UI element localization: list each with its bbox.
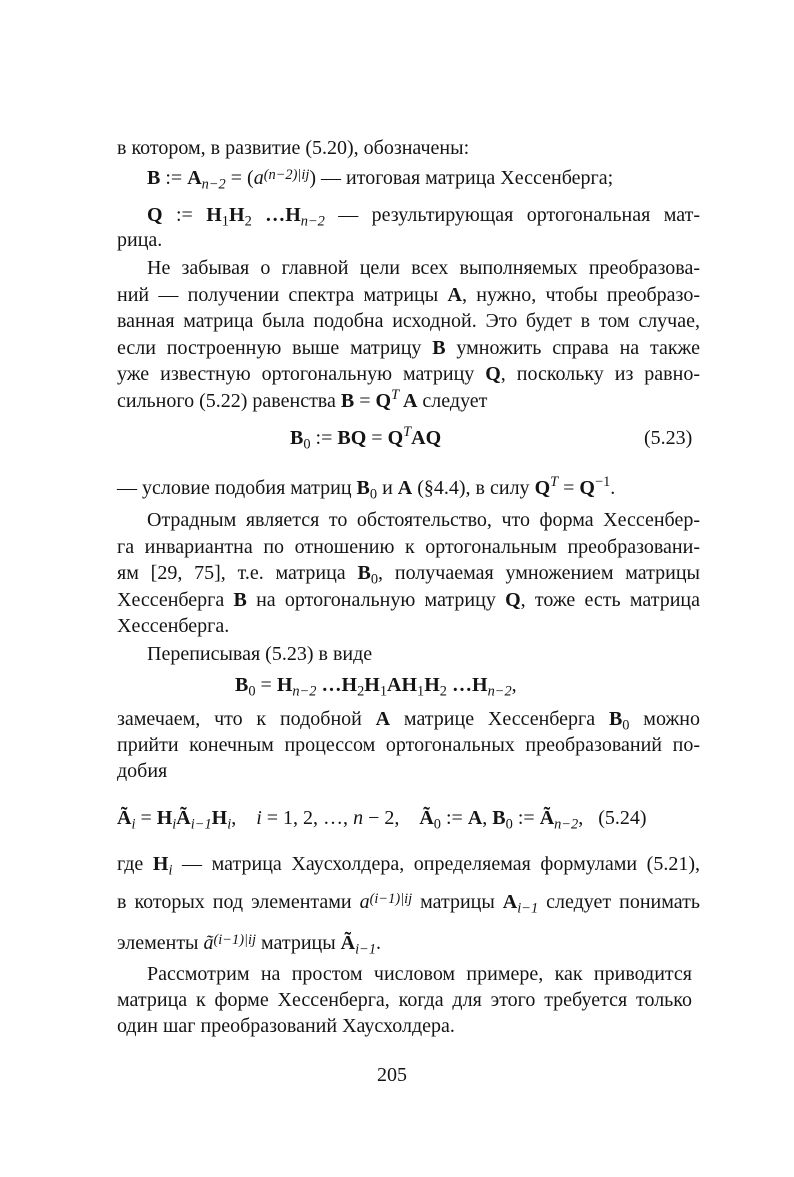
text-segment: ний — получении спектра матрицы [117, 284, 448, 306]
text-segment: прийти конечным процессом ортогональных преобразований по- [117, 734, 700, 756]
text-line [117, 535, 700, 559]
text-segment: n [353, 807, 364, 829]
text-segment: n−2 [300, 213, 325, 230]
text-segment: Ã [340, 932, 356, 954]
text-segment: A [399, 390, 418, 412]
text-line [117, 988, 692, 1012]
text-segment: := [162, 204, 207, 226]
text-segment: Ã [176, 807, 191, 829]
text-segment: B [356, 477, 370, 499]
text-segment: ) [309, 167, 317, 189]
equation-number [644, 426, 692, 450]
text-segment: и [377, 477, 398, 499]
text-segment: = 1, 2, …, [261, 807, 354, 829]
text-segment: 0 [248, 683, 256, 700]
text-segment: i [172, 816, 177, 833]
text-segment: Не забывая о главной цели всех выполняемых преобразова- [147, 257, 700, 279]
text-line [117, 588, 700, 612]
text-segment: … [447, 674, 472, 696]
text-segment: i [131, 816, 136, 833]
text-segment: 2 [357, 683, 365, 700]
text-segment: := [160, 167, 188, 189]
text-segment: 0 [369, 486, 378, 503]
text-segment: i−1 [355, 941, 377, 958]
text-segment: i [256, 807, 262, 829]
matrix-element-index: (i−1)|ij [213, 931, 256, 948]
text-segment: 0 [370, 571, 379, 588]
text-line [147, 166, 614, 193]
text-segment: AQ [411, 427, 442, 449]
text-segment: матрице Хессенберга [390, 708, 609, 730]
text-segment: ванная матрица была подобна исходной. Это будет в том случае, [117, 310, 700, 332]
text-line [117, 806, 647, 833]
text-segment: ям [29, 75], т.е. матрица [117, 562, 358, 584]
matrix-element-index: (i−1)|ij [369, 890, 413, 907]
text-line [117, 852, 700, 879]
text-segment: матрицы [412, 891, 503, 913]
text-line [117, 283, 700, 307]
text-segment: B [432, 337, 446, 359]
text-line [147, 508, 700, 532]
text-segment: i [227, 816, 232, 833]
text-segment: H [211, 807, 228, 829]
text-segment: , получаемая умножением матрицы [378, 562, 700, 584]
text-segment: n−2 [554, 816, 579, 833]
text-segment: Переписывая (5.23) в виде [147, 643, 373, 665]
text-segment: a [359, 891, 370, 913]
text-segment: Q [387, 427, 404, 449]
text-segment: (5.23) [644, 427, 693, 449]
text-segment: i−1 [190, 816, 212, 833]
text-segment: H [472, 674, 488, 696]
text-line [147, 203, 701, 230]
text-segment: = [225, 167, 248, 189]
text-segment: … [316, 674, 342, 696]
text-segment: n−2 [487, 683, 512, 700]
text-line [117, 336, 700, 360]
text-segment: умножить справа на также [445, 337, 700, 359]
text-segment: 1 [379, 683, 388, 700]
text-segment: T [550, 474, 559, 491]
text-segment: добия [117, 760, 168, 782]
text-line [117, 1014, 455, 1038]
text-segment: , [231, 807, 257, 829]
text-segment: B [235, 674, 249, 696]
text-line [117, 362, 700, 386]
page-number: 205 [377, 1064, 407, 1086]
text-segment: уже известную ортогональную матрицу [117, 363, 486, 385]
text-segment: A [502, 891, 518, 913]
text-line [117, 890, 700, 917]
text-line [147, 642, 372, 666]
text-segment: A [375, 708, 391, 730]
text-segment: H [152, 853, 169, 875]
text-segment: в котором, в развитие (5.20), обозначены: [117, 137, 470, 159]
text-segment: ( [247, 167, 254, 189]
text-line [117, 561, 700, 588]
text-segment: A [447, 284, 462, 306]
text-segment: 1 [417, 683, 425, 700]
text-segment: H [285, 204, 301, 226]
text-segment: H [424, 674, 440, 696]
text-segment: H [206, 204, 222, 226]
text-segment: . [376, 932, 382, 954]
text-segment: Хессенберга [117, 589, 234, 611]
text-segment: H [341, 674, 358, 696]
text-segment: T [403, 424, 412, 441]
text-segment: — условие подобия матриц [117, 477, 357, 499]
text-segment: i [168, 862, 173, 879]
text-segment: := [310, 427, 338, 449]
text-segment: − 2, [363, 807, 420, 829]
text-segment: H [364, 674, 380, 696]
text-segment: … [251, 204, 286, 226]
text-segment: следует понимать [538, 891, 700, 913]
text-line [235, 673, 517, 700]
text-segment: в которых под элементами [117, 891, 360, 913]
text-segment: A [467, 807, 483, 829]
text-line [117, 707, 700, 734]
text-line [117, 931, 382, 958]
text-segment: если построенную выше матрицу [117, 337, 433, 359]
text-segment: 2 [439, 683, 447, 700]
text-segment: на ортогональную матрицу [246, 589, 506, 611]
text-line [117, 614, 229, 638]
text-line [117, 733, 700, 757]
text-segment: AH [387, 674, 418, 696]
text-line [147, 962, 692, 986]
text-segment: A [187, 167, 202, 189]
text-segment: сильного (5.22) равенства [117, 390, 341, 412]
text-segment: H [276, 674, 293, 696]
text-segment: , (5.24) [578, 807, 647, 829]
text-segment: га инвариантна по отношению к ортогональным преобразовани- [117, 536, 700, 558]
text-segment: i−1 [517, 900, 539, 917]
text-segment: = [354, 390, 376, 412]
text-segment: B [340, 390, 355, 412]
text-segment: 1 [221, 213, 229, 230]
text-segment: . [610, 477, 616, 499]
text-segment: n−2 [201, 176, 226, 193]
text-segment: один шаг преобразований Хаусхолдера. [117, 1015, 455, 1037]
text-segment: B [233, 589, 247, 611]
text-segment: Ã [539, 807, 555, 829]
text-segment: , [482, 807, 493, 829]
text-segment: BQ [337, 427, 367, 449]
text-segment: 0 [505, 816, 513, 833]
text-segment: := [441, 807, 468, 829]
text-segment: n−2 [292, 683, 317, 700]
text-segment: B [357, 562, 371, 584]
text-segment: , тоже есть матрица [520, 589, 700, 611]
text-line [117, 228, 162, 252]
text-segment: = [366, 427, 388, 449]
text-segment: B [147, 167, 161, 189]
text-segment: = [135, 807, 157, 829]
text-segment: Q [375, 390, 392, 412]
text-segment: = [255, 674, 277, 696]
text-segment: (§4.4), в силу [412, 477, 535, 499]
text-segment: Q [579, 477, 595, 499]
text-line [117, 389, 487, 413]
text-segment: B [492, 807, 506, 829]
text-segment: Ã [419, 807, 434, 829]
text-segment: Q [485, 363, 501, 385]
text-segment: Ã [117, 807, 132, 829]
text-line [290, 424, 442, 453]
text-segment: можно [629, 708, 700, 730]
text-segment: Отрадным является то обстоятельство, что форма Хессенбер- [147, 509, 700, 531]
text-segment: 0 [622, 717, 630, 734]
text-segment: замечаем, что к подобной [117, 708, 376, 730]
text-segment: следует [417, 390, 488, 412]
text-segment: A [397, 477, 413, 499]
text-segment: , поскольку из равно- [500, 363, 700, 385]
text-segment: — результирующая ортогональная мат- [324, 204, 701, 226]
matrix-element-index: (n−2)|ij [263, 166, 310, 183]
text-segment: , [511, 674, 517, 696]
text-segment: Хессенберга. [117, 615, 230, 637]
text-line [117, 309, 700, 333]
text-segment: ã [203, 932, 214, 954]
text-segment: — итоговая матрица Хессенберга; [316, 167, 614, 189]
text-segment: 2 [244, 213, 252, 230]
text-segment: a [253, 167, 264, 189]
text-line [117, 759, 167, 783]
text-segment: := [512, 807, 540, 829]
text-line [117, 474, 616, 503]
text-segment: Q [505, 589, 521, 611]
text-segment: T [391, 387, 400, 404]
text-segment: 0 [433, 816, 441, 833]
text-segment: матрица к форме Хессенберга, когда для этого требуется только [117, 989, 692, 1011]
text-segment: −1 [594, 474, 611, 491]
text-segment: матрицы [255, 932, 341, 954]
text-segment: H [229, 204, 245, 226]
text-segment: где [117, 853, 153, 875]
text-segment: — матрица Хаусхолдера, определяемая формулами (5.21), [172, 853, 700, 875]
text-segment: , нужно, чтобы преобразо- [461, 284, 700, 306]
text-segment: Q [147, 204, 163, 226]
text-segment: Q [534, 477, 551, 499]
text-segment: B [290, 427, 304, 449]
text-segment: H [156, 807, 173, 829]
text-segment: B [608, 708, 623, 730]
text-segment: = [558, 477, 580, 499]
text-line [117, 136, 469, 160]
text-segment: Рассмотрим на простом числовом примере, как приводится [147, 963, 692, 985]
text-line [147, 256, 700, 280]
text-segment: 0 [303, 436, 311, 453]
text-segment: элементы [117, 932, 204, 954]
text-segment: рица. [117, 229, 163, 251]
